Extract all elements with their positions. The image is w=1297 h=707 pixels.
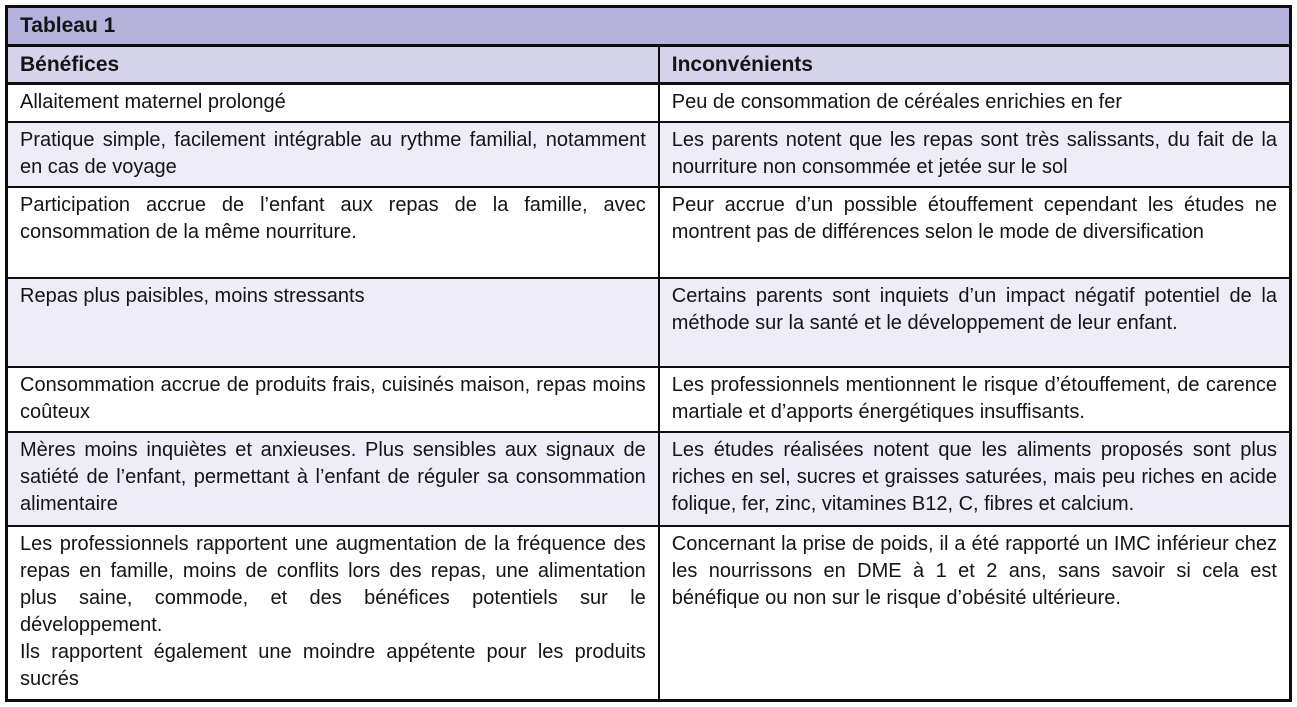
- benefit-cell: Consommation accrue de produits frais, cuisinés maison, repas moins coûteux: [7, 367, 659, 432]
- table-row: [7, 432, 1291, 525]
- table-header-row: [7, 45, 1291, 84]
- table-row: [7, 526, 1291, 701]
- benefit-cell: Repas plus paisibles, moins stressants: [7, 278, 659, 367]
- column-header-inconvenients: Inconvénients: [659, 45, 1291, 84]
- drawback-cell: Les études réalisées notent que les aliments proposés sont plus riches en sel, sucres et graisses saturées, mais peu riches en acide folique, fer, zinc, vitamines B12, C, fibres et calcium.: [659, 432, 1291, 525]
- drawback-cell: Peur accrue d’un possible étouffement cependant les études ne montrent pas de différences selon le mode de diversification: [659, 187, 1291, 278]
- table-row: [7, 187, 1291, 278]
- benefit-cell: Participation accrue de l’enfant aux repas de la famille, avec consommation de la même nourriture.: [7, 187, 659, 278]
- drawback-cell: Concernant la prise de poids, il a été rapporté un IMC inférieur chez les nourrissons en DME à 1 et 2 ans, sans savoir si cela est bénéfique ou non sur le risque d’obésité ultérieure.: [659, 526, 1291, 701]
- drawback-cell: Les parents notent que les repas sont très salissants, du fait de la nourriture non consommée et jetée sur le sol: [659, 122, 1291, 187]
- tableau-1: [5, 5, 1292, 702]
- drawback-cell: Certains parents sont inquiets d’un impact négatif potentiel de la méthode sur la santé et le développement de leur enfant.: [659, 278, 1291, 367]
- benefit-cell: [7, 526, 659, 701]
- table-title-row: [7, 7, 1291, 46]
- benefit-cell: Allaitement maternel prolongé: [7, 84, 659, 123]
- table-row: [7, 367, 1291, 432]
- drawback-cell: Peu de consommation de céréales enrichies en fer: [659, 84, 1291, 123]
- benefit-paragraph: Ils rapportent également une moindre appétente pour les produits sucrés: [20, 640, 646, 690]
- benefit-cell: Pratique simple, facilement intégrable au rythme familial, notamment en cas de voyage: [7, 122, 659, 187]
- drawback-cell: Les professionnels mentionnent le risque d’étouffement, de carence martiale et d’apports énergétiques insuffisants.: [659, 367, 1291, 432]
- table-title: Tableau 1: [7, 7, 1291, 46]
- column-header-benefices: Bénéfices: [7, 45, 659, 84]
- table-row: [7, 278, 1291, 367]
- table-row: [7, 122, 1291, 187]
- benefit-cell: Mères moins inquiètes et anxieuses. Plus sensibles aux signaux de satiété de l’enfant, permettant à l’enfant de réguler sa consommation alimentaire: [7, 432, 659, 525]
- table-row: [7, 84, 1291, 123]
- benefit-paragraph: Les professionnels rapportent une augmentation de la fréquence des repas en famille, moins de conflits lors des repas, une alimentation plus saine, commode, et des bénéfices potentiels sur le développement.: [20, 532, 646, 636]
